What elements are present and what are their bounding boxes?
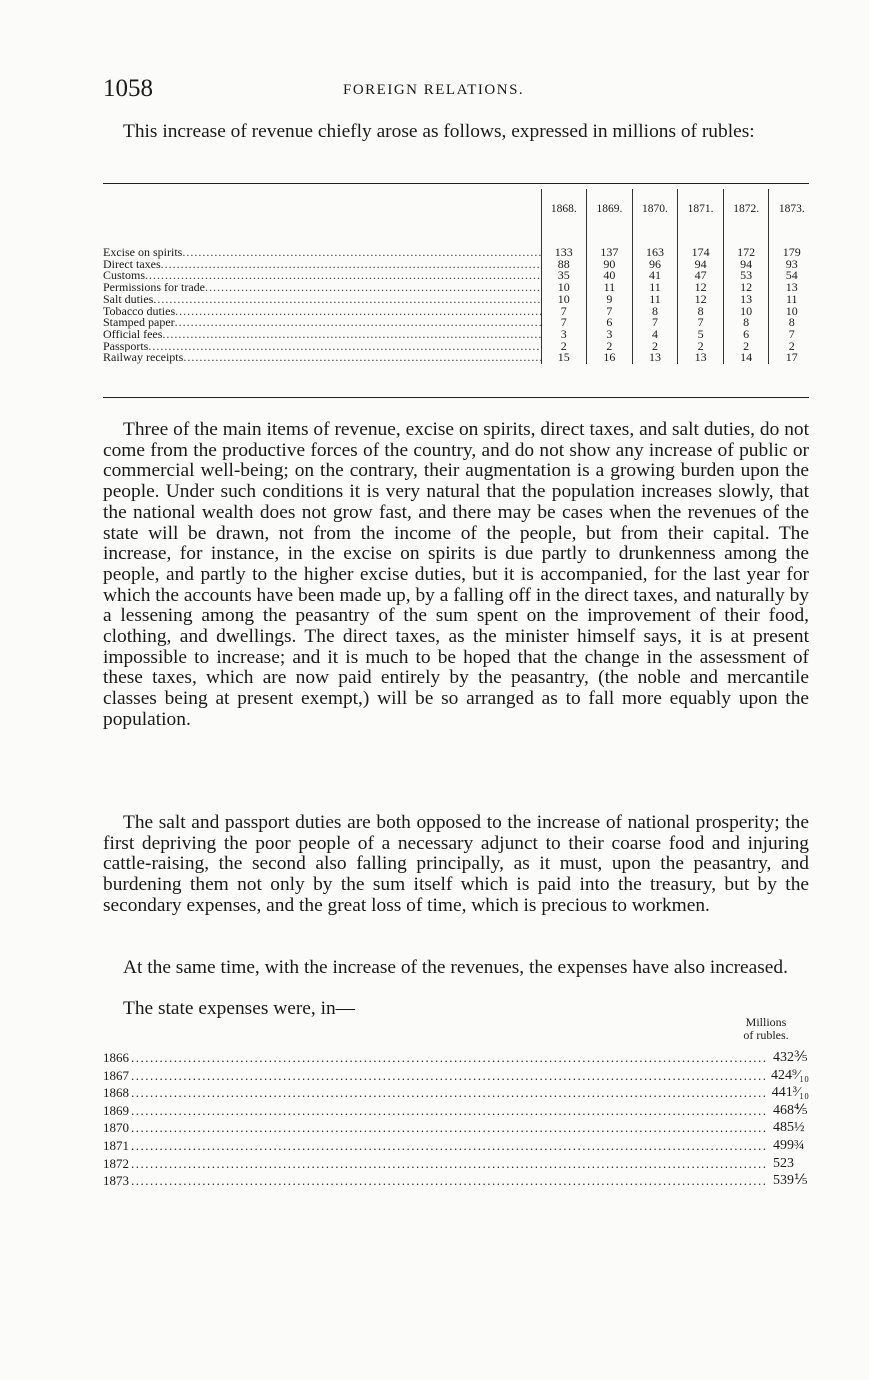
list-item bbox=[103, 1155, 809, 1173]
row-label: Salt duties bbox=[103, 293, 154, 306]
dot-leader bbox=[131, 1119, 767, 1137]
value-cell: 163 bbox=[632, 247, 678, 259]
dot-leader bbox=[182, 247, 540, 259]
value-cell: 7 bbox=[541, 306, 587, 318]
value-cell: 10 bbox=[723, 306, 769, 318]
body-paragraph: At the same time, with the increase of the revenues, the expenses have also increased. bbox=[123, 957, 788, 978]
value-cell: 12 bbox=[723, 282, 769, 294]
row-label: Stamped paper bbox=[103, 317, 175, 329]
year-header: 1870. bbox=[632, 189, 678, 229]
value-cell: 2 bbox=[632, 341, 678, 353]
value-cell: 2 bbox=[678, 341, 724, 353]
value-cell: 7 bbox=[678, 317, 724, 329]
row-label-cell bbox=[103, 294, 541, 306]
expense-amount: 468⅘ bbox=[773, 1102, 808, 1118]
list-item bbox=[103, 1119, 809, 1137]
row-label-cell bbox=[103, 247, 541, 259]
dot-leader bbox=[183, 352, 540, 364]
expense-amount: 499¾ bbox=[773, 1137, 805, 1153]
year-header: 1872. bbox=[723, 189, 769, 229]
table-row bbox=[103, 270, 814, 282]
row-label: Tobacco duties bbox=[103, 305, 176, 318]
expense-year: 1873 bbox=[103, 1173, 129, 1189]
year-header: 1871. bbox=[678, 189, 724, 229]
dot-leader bbox=[161, 259, 541, 271]
intro-paragraph: This increase of revenue chiefly arose as follows, expressed in millions of rubles: bbox=[123, 121, 755, 142]
value-cell: 2 bbox=[541, 341, 587, 353]
value-cell: 54 bbox=[769, 270, 814, 282]
expenses-list bbox=[103, 1049, 809, 1190]
dot-leader bbox=[205, 282, 541, 294]
table-row bbox=[103, 294, 814, 306]
expense-amount: 485½ bbox=[773, 1120, 805, 1136]
dot-leader bbox=[175, 317, 541, 329]
value-cell: 13 bbox=[723, 294, 769, 306]
dot-leader bbox=[131, 1137, 767, 1155]
value-cell: 8 bbox=[723, 317, 769, 329]
value-cell: 8 bbox=[632, 306, 678, 318]
table-row bbox=[103, 352, 814, 364]
year-header: 1868. bbox=[541, 189, 587, 229]
expense-year: 1869 bbox=[103, 1102, 129, 1118]
value-cell: 12 bbox=[678, 282, 724, 294]
dot-leader bbox=[145, 270, 540, 282]
revenue-table-grid bbox=[103, 189, 814, 364]
body-paragraph: The salt and passport duties are both opposed to the increase of national prosperity; the first depriving the poor people of a necessary adjunct to their coarse food and injuring cattle-raising, the second also falling principally, as it must, upon the peasantry, and burdening them not only by the sum itself which is paid into the treasury, but by the secondary expenses, and the great loss of time, which is precious to workmen. bbox=[103, 812, 809, 916]
value-cell: 17 bbox=[769, 352, 814, 364]
expense-amount: 441³⁄₁₀ bbox=[771, 1085, 809, 1101]
dot-leader bbox=[175, 306, 540, 318]
expense-year: 1872 bbox=[103, 1155, 129, 1171]
expense-year: 1866 bbox=[103, 1050, 129, 1065]
table-row bbox=[103, 247, 814, 259]
expense-amount: 523 bbox=[773, 1155, 794, 1171]
value-cell: 47 bbox=[678, 270, 724, 282]
dot-leader bbox=[131, 1049, 767, 1067]
dot-leader bbox=[131, 1172, 767, 1190]
table-header-row bbox=[103, 189, 814, 229]
value-cell: 7 bbox=[541, 317, 587, 329]
value-cell: 94 bbox=[678, 259, 724, 271]
value-cell: 15 bbox=[541, 352, 587, 364]
value-cell: 96 bbox=[632, 259, 678, 271]
value-cell: 35 bbox=[541, 270, 587, 282]
value-cell: 133 bbox=[541, 247, 587, 259]
value-cell: 16 bbox=[587, 352, 633, 364]
expense-amount: 539⅕ bbox=[773, 1173, 808, 1189]
year-header: 1873. bbox=[769, 189, 814, 229]
value-cell: 8 bbox=[769, 317, 814, 329]
table-top-rule bbox=[103, 183, 809, 184]
revenue-table-body bbox=[103, 247, 814, 364]
value-cell: 3 bbox=[587, 329, 633, 341]
value-cell: 2 bbox=[769, 341, 814, 353]
value-cell: 4 bbox=[632, 329, 678, 341]
value-cell: 94 bbox=[723, 259, 769, 271]
row-label-cell bbox=[103, 352, 541, 364]
expenses-unit-header bbox=[723, 1016, 809, 1042]
unit-label: Millions bbox=[745, 1015, 787, 1029]
expense-year: 1870 bbox=[103, 1120, 129, 1136]
table-row bbox=[103, 259, 814, 271]
value-cell: 7 bbox=[769, 329, 814, 341]
value-cell: 2 bbox=[587, 341, 633, 353]
table-bottom-rule bbox=[103, 397, 809, 398]
table-row bbox=[103, 341, 814, 353]
value-cell: 14 bbox=[723, 352, 769, 364]
body-paragraph: The state expenses were, in— bbox=[123, 998, 356, 1019]
row-label: Official fees bbox=[103, 328, 163, 341]
page-header bbox=[103, 75, 809, 105]
value-cell: 7 bbox=[632, 317, 678, 329]
expense-year: 1871 bbox=[103, 1137, 129, 1153]
value-cell: 11 bbox=[632, 294, 678, 306]
dot-leader bbox=[131, 1102, 767, 1120]
row-label: Excise on spirits bbox=[103, 247, 183, 259]
value-cell: 11 bbox=[769, 294, 814, 306]
dot-leader bbox=[162, 329, 540, 341]
value-cell: 41 bbox=[632, 270, 678, 282]
row-label: Direct taxes bbox=[103, 258, 161, 271]
value-cell: 10 bbox=[541, 294, 587, 306]
table-row bbox=[103, 282, 814, 294]
list-item bbox=[103, 1137, 809, 1155]
value-cell: 11 bbox=[632, 282, 678, 294]
value-cell: 11 bbox=[587, 282, 633, 294]
table-header-blank bbox=[103, 189, 541, 229]
value-cell: 93 bbox=[769, 259, 814, 271]
value-cell: 40 bbox=[587, 270, 633, 282]
list-item bbox=[103, 1102, 809, 1120]
value-cell: 179 bbox=[769, 247, 814, 259]
row-label-cell bbox=[103, 270, 541, 282]
list-item bbox=[103, 1067, 809, 1085]
value-cell: 90 bbox=[587, 259, 633, 271]
table-row bbox=[103, 306, 814, 318]
table-row bbox=[103, 329, 814, 341]
expense-year: 1867 bbox=[103, 1067, 129, 1083]
body-paragraph: Three of the main items of revenue, excise on spirits, direct taxes, and salt duties, do not come from the productive forces of the country, and do not show any increase of public or commercial well-being; on the contrary, their augmentation is a growing burden upon the people. Under such conditions it is very natural that the population increases slowly, that the national wealth does not grow fast, and there may be cases when the revenues of the state will be drawn, not from the income of the people, but from their capital. The increase, for instance, in the excise on spirits is due partly to drunkenness among the people, and partly to the higher excise duties, but it is accompanied, for the last year for which the accounts have been made up, by a falling off in the direct taxes, and naturally by a lessening among the peasantry of the sum spent on the improvement of their food, clothing, and dwellings. The direct taxes, as the minister himself says, it is at present impossible to increase; and it is much to be hoped that the change in the assessment of these taxes, which are now paid entirely by the peasantry, (the noble and mercantile classes being at present exempt,) will be so arranged as to fall more equably upon the population. bbox=[103, 419, 809, 730]
row-label-cell bbox=[103, 329, 541, 341]
expense-year: 1868 bbox=[103, 1085, 129, 1101]
value-cell: 53 bbox=[723, 270, 769, 282]
running-title: FOREIGN RELATIONS. bbox=[343, 82, 525, 98]
value-cell: 13 bbox=[678, 352, 724, 364]
row-label: Customs bbox=[103, 270, 146, 283]
value-cell: 2 bbox=[723, 341, 769, 353]
value-cell: 10 bbox=[541, 282, 587, 294]
value-cell: 6 bbox=[587, 317, 633, 329]
unit-label: of rubles. bbox=[743, 1028, 789, 1042]
value-cell: 174 bbox=[678, 247, 724, 259]
dot-leader bbox=[131, 1084, 766, 1102]
table-row bbox=[103, 317, 814, 329]
expense-amount: 432⅗ bbox=[773, 1050, 808, 1065]
row-label: Railway receipts bbox=[103, 352, 184, 365]
value-cell: 6 bbox=[723, 329, 769, 341]
value-cell: 13 bbox=[769, 282, 814, 294]
value-cell: 3 bbox=[541, 329, 587, 341]
list-item bbox=[103, 1084, 809, 1102]
value-cell: 9 bbox=[587, 294, 633, 306]
row-label: Passports bbox=[103, 340, 149, 353]
value-cell: 88 bbox=[541, 259, 587, 271]
row-label-cell bbox=[103, 306, 541, 318]
row-label-cell bbox=[103, 259, 541, 271]
value-cell: 12 bbox=[678, 294, 724, 306]
list-item bbox=[103, 1172, 809, 1190]
row-label-cell bbox=[103, 341, 541, 353]
row-label: Permissions for trade bbox=[103, 282, 205, 294]
row-label-cell bbox=[103, 282, 541, 294]
value-cell: 13 bbox=[632, 352, 678, 364]
value-cell: 5 bbox=[678, 329, 724, 341]
expense-amount: 424⁹⁄₁₀ bbox=[771, 1067, 809, 1083]
dot-leader bbox=[148, 341, 540, 353]
value-cell: 10 bbox=[769, 306, 814, 318]
dot-leader bbox=[131, 1067, 765, 1085]
value-cell: 137 bbox=[587, 247, 633, 259]
page-number: 1058 bbox=[103, 75, 153, 102]
dot-leader bbox=[153, 294, 540, 306]
value-cell: 8 bbox=[678, 306, 724, 318]
dot-leader bbox=[131, 1155, 767, 1173]
row-label-cell bbox=[103, 317, 541, 329]
value-cell: 7 bbox=[587, 306, 633, 318]
year-header: 1869. bbox=[587, 189, 633, 229]
list-item bbox=[103, 1049, 809, 1067]
value-cell: 172 bbox=[723, 247, 769, 259]
